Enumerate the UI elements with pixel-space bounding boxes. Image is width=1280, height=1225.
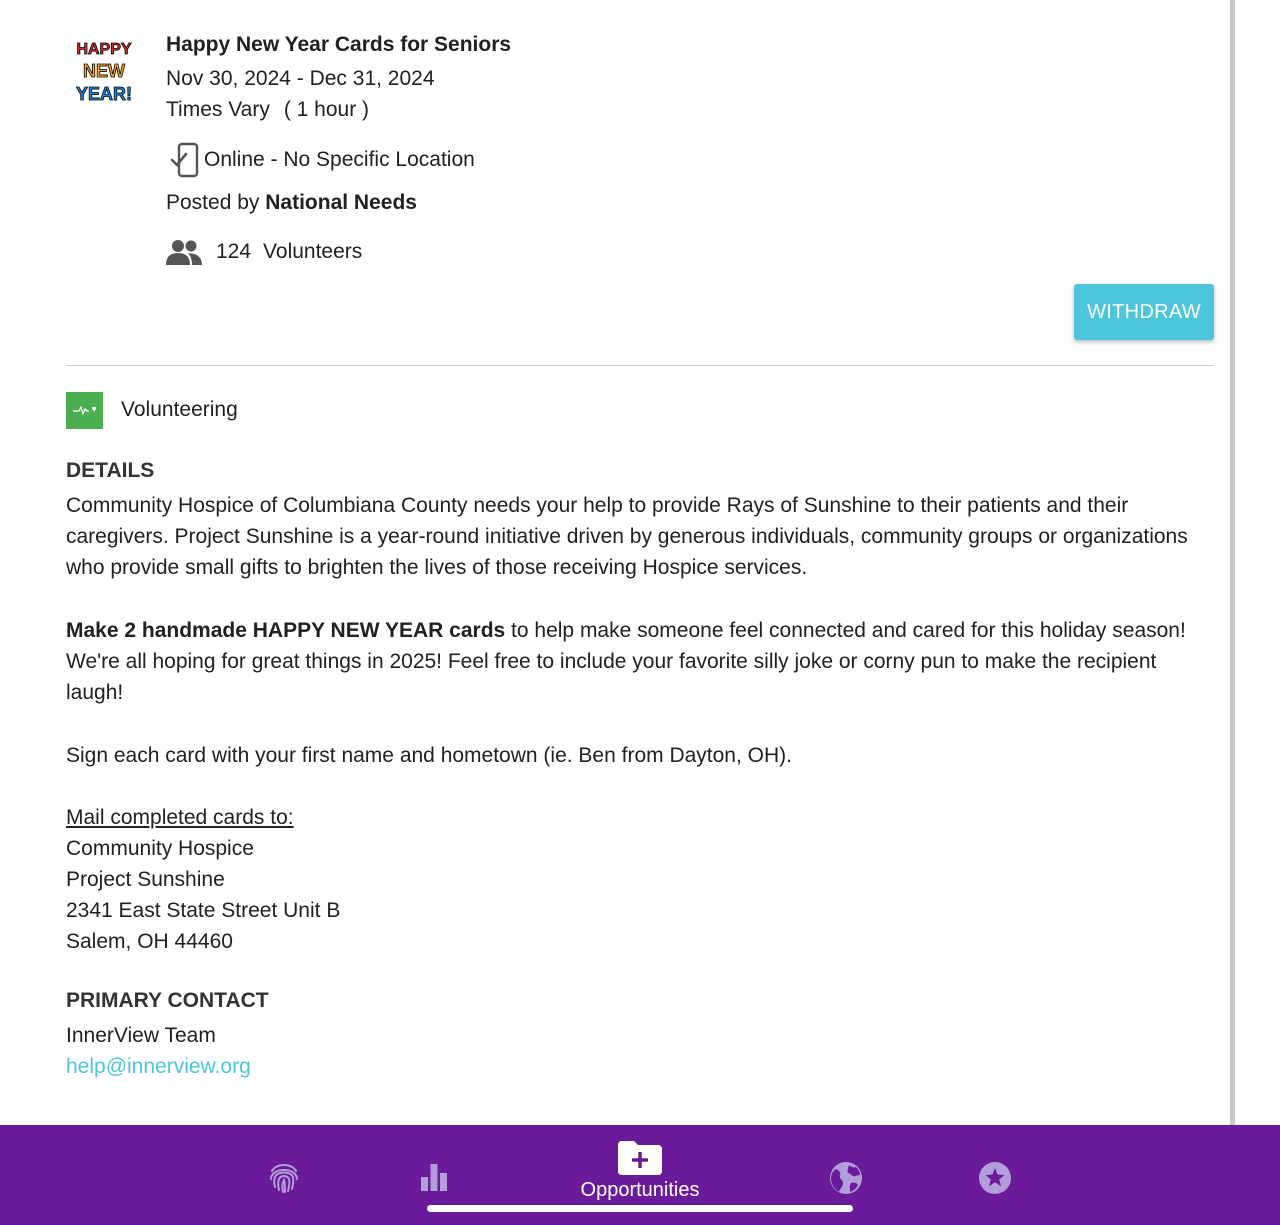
contact-heading: PRIMARY CONTACT — [66, 989, 269, 1012]
divider — [66, 365, 1214, 366]
details-paragraph-1: Community Hospice of Columbiana County needs your help to provide Rays of Sunshine to their patients and their caregivers. Project Sunshine is a year-round initiative driven by generous individuals, community groups or organizations who provide small gifts to brighten the lives of those receiving Hospice services. — [66, 494, 1188, 579]
address-line: Salem, OH 44460 — [66, 930, 233, 953]
globe-icon — [829, 1161, 863, 1195]
volunteer-label: Volunteers — [263, 240, 363, 263]
event-title: Happy New Year Cards for Seniors — [166, 33, 512, 56]
nav-opportunities-label: Opportunities — [580, 1179, 700, 1201]
category-label: Volunteering — [121, 398, 238, 421]
mobile-check-icon — [170, 142, 200, 178]
posted-by-org[interactable]: National Needs — [265, 191, 417, 214]
event-thumbnail — [68, 36, 140, 108]
thumbnail-line-2: NEW — [83, 61, 125, 81]
mail-heading: Mail completed cards to: — [66, 806, 294, 829]
address-line: 2341 East State Street Unit B — [66, 899, 341, 922]
scrollbar[interactable] — [1230, 0, 1235, 1125]
category-row — [66, 391, 238, 429]
event-duration: ( 1 hour ) — [283, 98, 370, 121]
event-time-text: Times Vary — [166, 98, 270, 121]
address-line: Community Hospice — [66, 837, 254, 860]
contact-name: InnerView Team — [66, 1024, 216, 1047]
volunteer-count: 124 — [216, 240, 252, 263]
event-location — [170, 142, 475, 178]
location-text: Online - No Specific Location — [204, 148, 475, 171]
address-line: Project Sunshine — [66, 868, 225, 891]
bar-chart-icon — [418, 1161, 450, 1193]
details-paragraph-3: Sign each card with your first name and hometown (ie. Ben from Dayton, OH). — [66, 744, 792, 767]
mailing-address — [66, 802, 340, 957]
details-paragraph-2-rest: to help make someone feel connected and cared for this holiday season! We're all hoping for great things in 2025! Feel free to include your favorite silly joke or corny pun to make the recipient laugh! — [66, 619, 1186, 704]
people-icon — [166, 239, 202, 265]
volunteer-count-row — [166, 236, 362, 268]
posted-by — [166, 191, 417, 215]
details-heading: DETAILS — [66, 459, 155, 482]
details-paragraph-2 — [66, 615, 1216, 708]
bottom-navigation — [0, 1125, 1280, 1225]
fingerprint-icon — [266, 1159, 302, 1195]
nav-stats[interactable] — [418, 1161, 450, 1193]
thumbnail-line-3: YEAR! — [75, 84, 133, 104]
folder-plus-icon — [616, 1139, 664, 1177]
nav-star[interactable] — [977, 1160, 1013, 1196]
nav-fingerprint[interactable] — [266, 1159, 302, 1195]
home-indicator[interactable] — [427, 1205, 853, 1212]
event-dates: Nov 30, 2024 - Dec 31, 2024 — [166, 67, 435, 90]
star-badge-icon — [978, 1161, 1012, 1195]
event-times — [166, 98, 369, 122]
withdraw-button[interactable]: WITHDRAW — [1074, 284, 1214, 340]
nav-globe[interactable] — [828, 1160, 864, 1196]
heartbeat-icon — [66, 392, 103, 429]
thumbnail-line-1: HAPPY — [76, 41, 132, 58]
nav-opportunities[interactable] — [560, 1139, 720, 1209]
details-paragraph-2-bold: Make 2 handmade HAPPY NEW YEAR cards — [66, 619, 506, 642]
contact-email-link[interactable]: help@innerview.org — [66, 1055, 251, 1078]
posted-by-prefix: Posted by — [166, 191, 260, 214]
